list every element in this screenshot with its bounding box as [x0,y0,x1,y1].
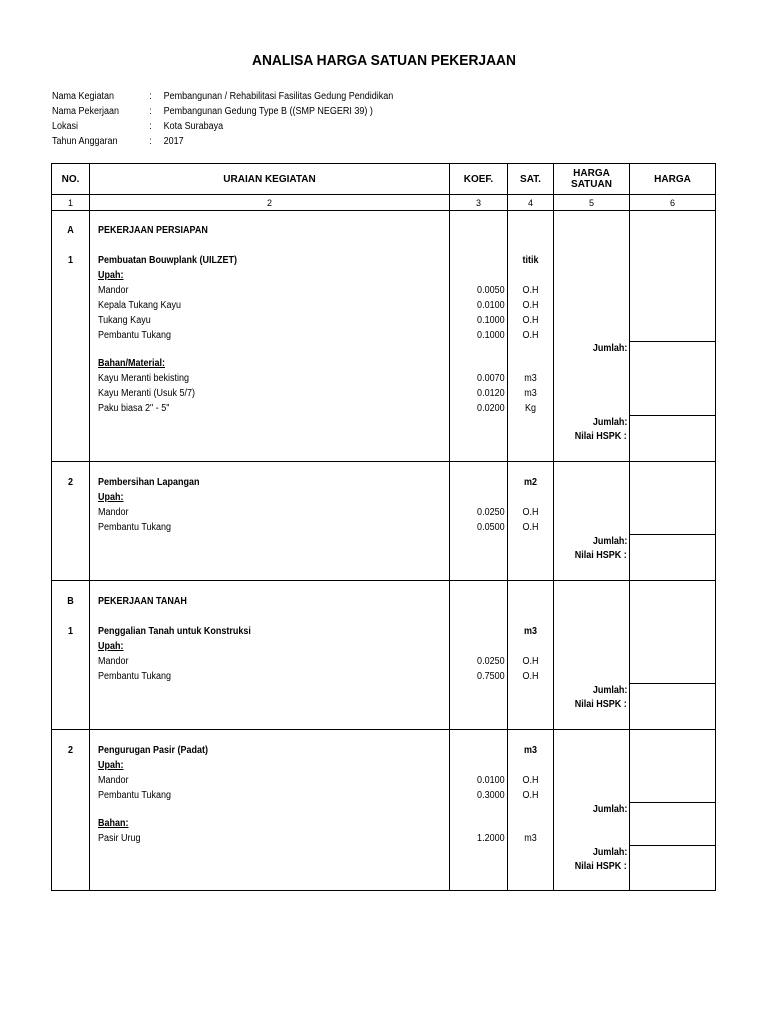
info-value: Pembangunan / Rehabilitasi Fasilitas Gedung Pendidikan [163,91,394,102]
list-item: Mandor [98,507,129,518]
item-title: Penggalian Tanah untuk Konstruksi [98,626,251,637]
item-number: 1 [67,255,74,266]
list-item: Pembantu Tukang [98,790,172,801]
subtotal-divider [630,415,715,416]
list-item: Pasir Urug [98,833,141,844]
sat-value: O.H [522,522,539,533]
subtotal-divider [630,683,715,684]
nilai-hspk-label: Nilai HSPK : [574,861,627,872]
column-number: 6 [630,195,716,211]
list-item: Kayu Meranti bekisting [98,373,190,384]
jumlah-label: Jumlah: [592,417,627,428]
section-number: B [67,596,74,607]
section-title: PEKERJAAN TANAH [98,596,187,607]
jumlah-label: Jumlah: [592,804,627,815]
jumlah-label: Jumlah: [592,847,627,858]
table-row-block-a2 [52,462,716,581]
sat-value: O.H [522,790,539,801]
column-number: 2 [90,195,450,211]
column-number: 4 [508,195,554,211]
sat-value: m3 [524,833,537,844]
info-label: Nama Kegiatan [52,91,115,102]
list-item: Mandor [98,285,129,296]
header-uraian: URAIAN KEGIATAN [90,164,450,195]
item-title: Pembuatan Bouwplank (UILZET) [98,255,238,266]
item-unit: m2 [523,477,537,488]
list-item: Mandor [98,656,129,667]
subtotal-divider [630,341,715,342]
sat-value: O.H [522,507,539,518]
info-colon: : [149,91,152,102]
table-row-block-b2 [52,730,716,891]
info-value: Pembangunan Gedung Type B ((SMP NEGERI 39) ) [163,106,373,117]
item-title: Pengurugan Pasir (Padat) [98,745,209,756]
info-colon: : [149,136,152,147]
item-unit: m3 [523,745,537,756]
table-row-block-a1 [52,211,716,462]
sat-value: m3 [524,373,537,384]
item-title: Pembersihan Lapangan [98,477,200,488]
subtotal-divider [630,802,715,803]
bahan-label: Bahan/Material: [98,358,166,369]
koef-value: 0.7500 [477,671,505,682]
sat-value: O.H [522,300,539,311]
jumlah-label: Jumlah: [592,343,627,354]
sat-value: O.H [522,330,539,341]
info-label: Nama Pekerjaan [52,106,120,117]
koef-value: 0.0120 [477,388,505,399]
list-item: Pembantu Tukang [98,671,172,682]
koef-value: 0.0100 [477,300,505,311]
sat-value: Kg [524,403,536,414]
sat-value: O.H [522,775,539,786]
column-number: 3 [450,195,508,211]
list-item: Pembantu Tukang [98,330,172,341]
nilai-hspk-label: Nilai HSPK : [574,550,627,561]
jumlah-label: Jumlah: [592,536,627,547]
table-header-row [52,164,716,195]
koef-value: 0.0050 [477,285,505,296]
header-no: NO. [52,164,90,195]
bahan-label: Bahan: [98,818,129,829]
list-item: Pembantu Tukang [98,522,172,533]
list-item: Kayu Meranti (Usuk 5/7) [98,388,196,399]
item-unit: m3 [523,626,537,637]
koef-value: 0.1000 [477,330,505,341]
column-number: 5 [554,195,630,211]
header-koef: KOEF. [450,164,508,195]
koef-value: 0.0100 [477,775,505,786]
info-value: 2017 [163,136,184,147]
sat-value: m3 [524,388,537,399]
page-title: ANALISA HARGA SATUAN PEKERJAAN [251,52,517,69]
upah-label: Upah: [98,492,124,503]
sat-value: O.H [522,671,539,682]
header-harga: HARGA [630,164,716,195]
subtotal-divider [630,534,715,535]
sat-value: O.H [522,285,539,296]
info-label: Tahun Anggaran [52,136,118,147]
nilai-hspk-label: Nilai HSPK : [574,431,627,442]
item-number: 2 [67,477,74,488]
item-number: 2 [67,745,74,756]
koef-value: 0.3000 [477,790,505,801]
list-item: Paku biasa 2" - 5" [98,403,170,414]
sat-value: O.H [522,656,539,667]
nilai-hspk-label: Nilai HSPK : [574,699,627,710]
info-colon: : [149,121,152,132]
item-unit: titik [522,255,539,266]
list-item: Kepala Tukang Kayu [98,300,182,311]
koef-value: 0.0200 [477,403,505,414]
list-item: Tukang Kayu [98,315,151,326]
header-sat: SAT. [508,164,554,195]
analysis-table [51,163,716,891]
sat-value: O.H [522,315,539,326]
header-harga-satuan: HARGA SATUAN [554,164,630,195]
section-number: A [67,225,74,236]
koef-value: 0.0070 [477,373,505,384]
koef-value: 0.1000 [477,315,505,326]
koef-value: 0.0500 [477,522,505,533]
info-label: Lokasi [52,121,79,132]
table-row-block-b1 [52,581,716,730]
list-item: Mandor [98,775,129,786]
upah-label: Upah: [98,760,124,771]
upah-label: Upah: [98,641,124,652]
info-colon: : [149,106,152,117]
column-number: 1 [52,195,90,211]
subtotal-divider [630,845,715,846]
info-value: Kota Surabaya [163,121,224,132]
item-number: 1 [67,626,74,637]
section-title: PEKERJAAN PERSIAPAN [98,225,208,236]
jumlah-label: Jumlah: [592,685,627,696]
upah-label: Upah: [98,270,124,281]
koef-value: 0.0250 [477,507,505,518]
column-number-row [52,195,716,211]
koef-value: 0.0250 [477,656,505,667]
koef-value: 1.2000 [477,833,505,844]
